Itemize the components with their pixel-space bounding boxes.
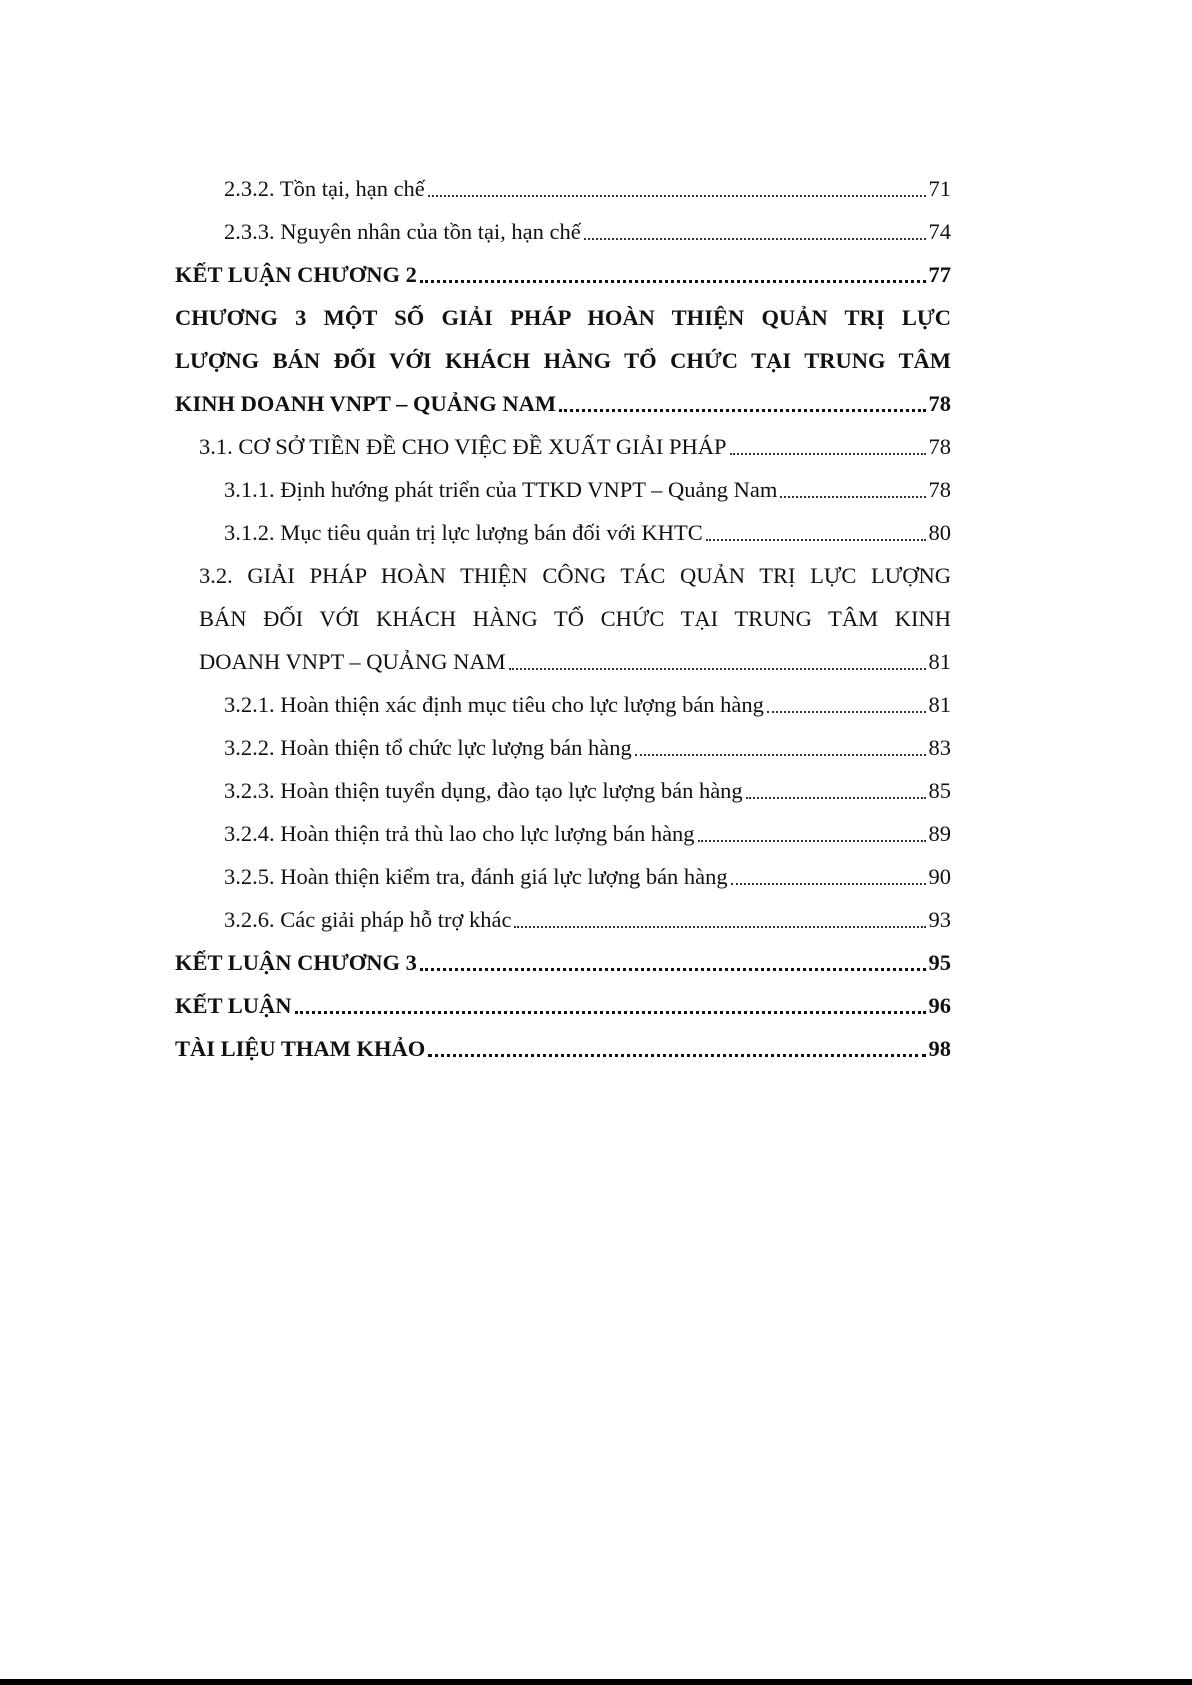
toc-entry-title: TÀI LIỆU THAM KHẢO <box>175 1036 426 1061</box>
dot-leader <box>731 883 926 885</box>
toc-entry[interactable] <box>175 468 951 511</box>
dot-leader <box>428 195 926 197</box>
toc-entry-page: 93 <box>928 907 951 932</box>
toc-entry-title-line: CHƯƠNG 3 MỘT SỐ GIẢI PHÁP HOÀN THIỆN QUẢN TRỊ LỰC <box>175 305 951 330</box>
toc-entry-title: KẾT LUẬN CHƯƠNG 3 <box>175 950 417 975</box>
toc-entry[interactable] <box>175 855 951 898</box>
toc-entry[interactable] <box>175 683 951 726</box>
toc-entry-title: 3.1. CƠ SỞ TIỀN ĐỀ CHO VIỆC ĐỀ XUẤT GIẢI PHÁP <box>199 434 727 459</box>
table-of-contents <box>175 167 951 1070</box>
toc-entry-title: 3.2.3. Hoàn thiện tuyển dụng, đào tạo lực lượng bán hàng <box>224 778 743 803</box>
dot-leader <box>514 926 925 928</box>
toc-entry-title: KẾT LUẬN <box>175 993 292 1018</box>
toc-entry-page: 89 <box>928 821 951 846</box>
toc-entry-title-line: KINH DOANH VNPT – QUẢNG NAM <box>175 391 557 416</box>
toc-entry-page: 90 <box>928 864 951 889</box>
toc-entry-line <box>175 640 951 683</box>
toc-entry-page: 95 <box>928 950 951 975</box>
toc-entry-page: 96 <box>928 993 951 1018</box>
dot-leader <box>584 238 926 240</box>
page-bottom-edge <box>0 1679 1192 1685</box>
toc-entry[interactable] <box>175 210 951 253</box>
toc-entry-page: 80 <box>928 520 951 545</box>
dot-leader <box>746 797 926 799</box>
toc-entry-page: 81 <box>928 649 951 674</box>
toc-entry-page: 78 <box>928 391 951 416</box>
toc-entry[interactable] <box>175 984 951 1027</box>
toc-entry-line <box>175 339 951 382</box>
toc-entry-line <box>175 296 951 339</box>
toc-entry-title: 2.3.3. Nguyên nhân của tồn tại, hạn chế <box>224 219 581 244</box>
toc-entry-title: 3.1.2. Mục tiêu quản trị lực lượng bán đối với KHTC <box>224 520 703 545</box>
toc-entry-page: 78 <box>928 477 951 502</box>
toc-entry[interactable] <box>175 1027 951 1070</box>
toc-entry[interactable] <box>175 898 951 941</box>
toc-entry[interactable] <box>175 253 951 296</box>
dot-leader <box>420 280 926 283</box>
toc-entry-chapter-3[interactable] <box>175 296 951 425</box>
toc-entry-line <box>175 597 951 640</box>
dot-leader <box>767 711 926 713</box>
toc-entry-title-line: 3.2. GIẢI PHÁP HOÀN THIỆN CÔNG TÁC QUẢN TRỊ LỰC LƯỢNG <box>199 563 951 588</box>
dot-leader <box>635 754 926 756</box>
toc-entry-title-line: BÁN ĐỐI VỚI KHÁCH HÀNG TỔ CHỨC TẠI TRUNG TÂM KINH <box>199 606 951 631</box>
toc-entry[interactable] <box>175 941 951 984</box>
toc-entry[interactable] <box>175 726 951 769</box>
toc-entry-title: 3.2.6. Các giải pháp hỗ trợ khác <box>224 907 512 932</box>
toc-entry-page: 78 <box>928 434 951 459</box>
dot-leader <box>730 453 926 455</box>
toc-entry-line <box>175 554 951 597</box>
dot-leader <box>428 1054 925 1057</box>
toc-entry-page: 83 <box>928 735 951 760</box>
dot-leader <box>706 539 926 541</box>
toc-entry-title: KẾT LUẬN CHƯƠNG 2 <box>175 262 417 287</box>
dot-leader <box>295 1011 926 1014</box>
toc-entry[interactable] <box>175 769 951 812</box>
toc-entry[interactable] <box>175 511 951 554</box>
toc-entry-section-3-2[interactable] <box>175 554 951 683</box>
toc-entry-page: 74 <box>928 219 951 244</box>
toc-entry[interactable] <box>175 167 951 210</box>
toc-entry-page: 81 <box>928 692 951 717</box>
toc-entry-title: 3.2.5. Hoàn thiện kiểm tra, đánh giá lực lượng bán hàng <box>224 864 728 889</box>
toc-entry-title: 2.3.2. Tồn tại, hạn chế <box>224 176 425 201</box>
toc-entry-title-line: DOANH VNPT – QUẢNG NAM <box>199 649 506 674</box>
dot-leader <box>509 668 926 670</box>
toc-entry-page: 98 <box>928 1036 951 1061</box>
dot-leader <box>780 496 925 498</box>
dot-leader <box>698 840 926 842</box>
toc-entry-title-line: LƯỢNG BÁN ĐỐI VỚI KHÁCH HÀNG TỔ CHỨC TẠI TRUNG TÂM <box>175 348 951 373</box>
toc-entry[interactable] <box>175 425 951 468</box>
toc-entry-title: 3.1.1. Định hướng phát triển của TTKD VNPT – Quảng Nam <box>224 477 778 502</box>
toc-entry-line <box>175 382 951 425</box>
toc-entry-title: 3.2.2. Hoàn thiện tổ chức lực lượng bán hàng <box>224 735 632 760</box>
toc-entry-page: 71 <box>928 176 951 201</box>
toc-entry-page: 77 <box>928 262 951 287</box>
dot-leader <box>559 409 925 412</box>
toc-entry-title: 3.2.4. Hoàn thiện trả thù lao cho lực lượng bán hàng <box>224 821 695 846</box>
dot-leader <box>420 968 926 971</box>
toc-entry[interactable] <box>175 812 951 855</box>
toc-entry-title: 3.2.1. Hoàn thiện xác định mục tiêu cho lực lượng bán hàng <box>224 692 764 717</box>
toc-entry-page: 85 <box>928 778 951 803</box>
